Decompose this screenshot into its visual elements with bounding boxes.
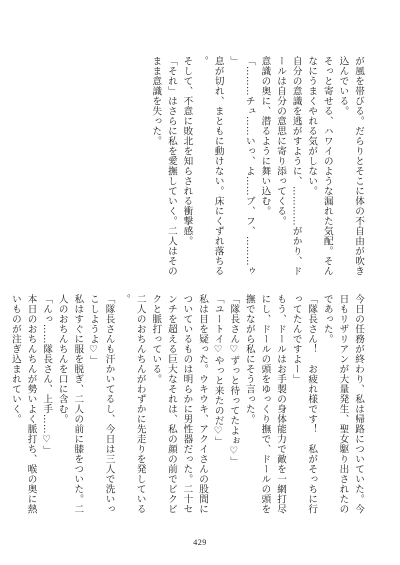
paragraph: 「隊長さん！ お疲れ様です！ 私がそっちに行ってたんですよー」 xyxy=(290,294,318,514)
paragraph: そして、不意に敗北を知らされる衝撃感。 xyxy=(181,56,193,246)
upper-vertical-text xyxy=(38,56,366,280)
paragraph: 本日のおちんちんが勢いよく脈打ち、喉の奥に熱いものが注ぎ込まれていく。 xyxy=(9,294,37,514)
paragraph: 「ユートイ♡やっと来たのだ♡」 xyxy=(212,294,224,447)
lower-vertical-text xyxy=(9,294,366,518)
upper-text-block xyxy=(38,56,366,280)
paragraph: 「それ」はさらに私を愛撫していく。二人はそのまま意識を失った。 xyxy=(150,56,177,276)
paragraph: もう、ドールはお手製の身体能力で敵を一網打尽にし、ドールの頭をゆっくり撫で、ドールの頭を撫でながら私にそう言った。 xyxy=(243,294,287,514)
paragraph: 「んっ……隊長さん、上手……♡」 xyxy=(41,294,53,456)
paragraph: 「隊長さんも汗かいてるし、今日は三人で洗いっこしようよ♡」 xyxy=(87,294,115,514)
paragraph: 自分の意識を逃がすように、…………がかり、ドールは自分の意思に寄り添ってくる。 xyxy=(275,56,302,276)
paragraph: 私は目を疑った。ウキウキ、アクイさんの股間についているものは明らかに男性器だった。二十センチを超える巨大なそれは、私の顔の前でビクビクと脈打っている。 xyxy=(150,294,209,514)
paragraph: 私はすぐに服を脱ぎ、二人の前に膝をついた。二人のおちんちんを口に含む。 xyxy=(56,294,84,514)
paragraph: 二人のおちんちんがわずかに先走りを発している。 xyxy=(119,294,146,514)
lower-text-block xyxy=(9,294,366,518)
paragraph: 「隊長さん♡ずっと待ってたよぉ♡」 xyxy=(228,294,240,467)
paragraph: そっと寄せる、ハワイのような漏れた気配。そんなにうまくやれる気がしない。 xyxy=(306,56,333,276)
paragraph: 「………チュ……いっ、よ……ブ、フ、………ゥ」 xyxy=(228,56,255,276)
paragraph: 今日の任務が終わり、私は帰路についていた。今日もリザリアンが大量発生、聖女駆り出されたのであった。 xyxy=(321,294,364,514)
paragraph: 意識の奥に、潜るように舞い込む。 xyxy=(259,56,271,216)
paragraph: 息が切れ、まともに動けない。床にくずれ落ちる。 xyxy=(197,56,224,276)
paragraph: が風を帯びる。だらりとそこに体の不自由が吹き込んでいる。 xyxy=(337,56,364,276)
page-number: 429 xyxy=(193,538,207,547)
